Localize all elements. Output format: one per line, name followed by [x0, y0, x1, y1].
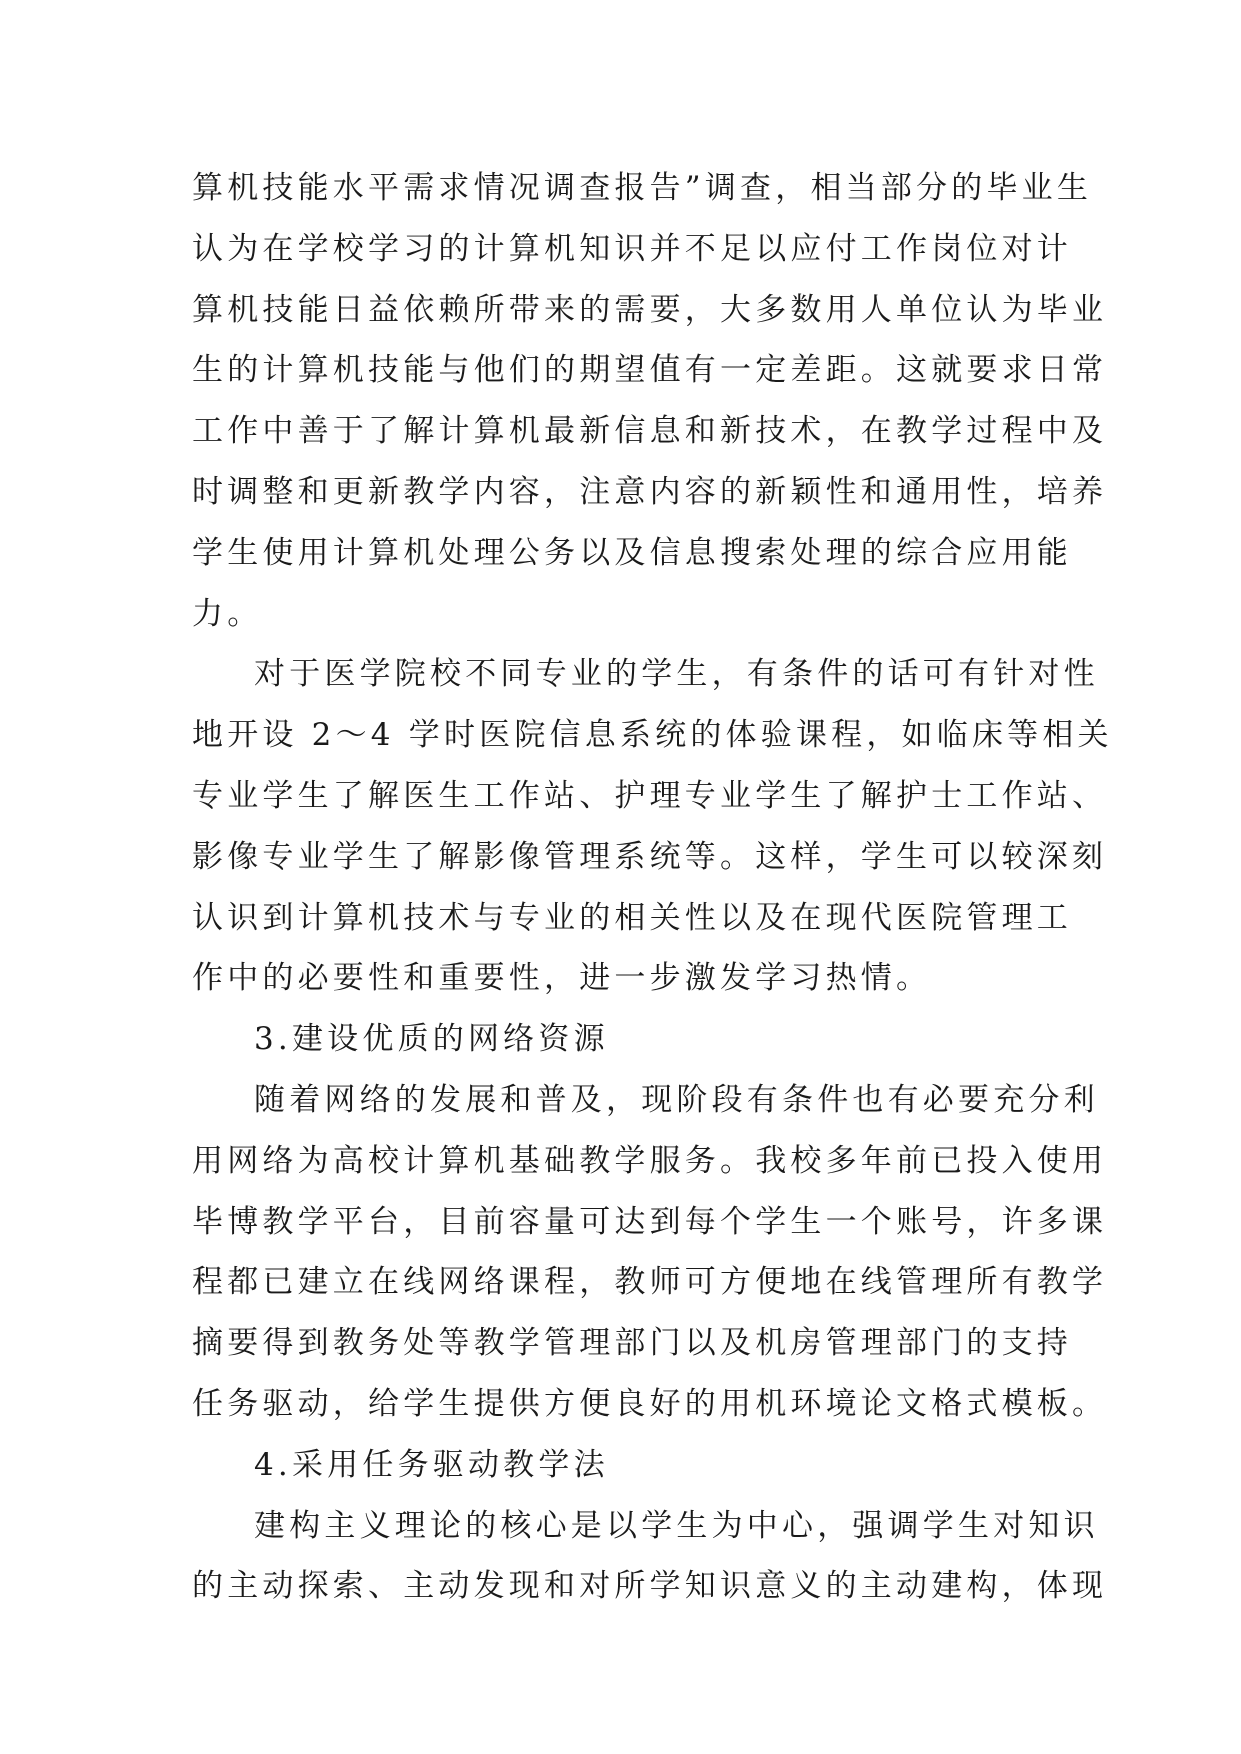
text-line: 毕博教学平台，目前容量可达到每个学生一个账号，许多课 [192, 1203, 1108, 1240]
text-line: 的主动探索、主动发现和对所学知识意义的主动建构，体现 [192, 1568, 1108, 1605]
text-line: 认为在学校学习的计算机知识并不足以应付工作岗位对计 [192, 230, 1072, 267]
text-line: 认识到计算机技术与专业的相关性以及在现代医院管理工 [192, 899, 1072, 936]
text-line: 专业学生了解医生工作站、护理专业学生了解护士工作站、 [192, 777, 1108, 814]
text-line: 影像专业学生了解影像管理系统等。这样，学生可以较深刻 [192, 838, 1108, 875]
text-line: 生的计算机技能与他们的期望值有一定差距。这就要求日常 [192, 352, 1108, 389]
text-line: 摘要得到教务处等教学管理部门以及机房管理部门的支持 [192, 1325, 1072, 1362]
text-line: 算机技能水平需求情况调查报告”调查，相当部分的毕业生 [192, 170, 1093, 206]
text-line: 对于医学院校不同专业的学生，有条件的话可有针对性 [254, 656, 1099, 693]
text-line: 作中的必要性和重要性，进一步激发学习热情。 [192, 960, 932, 997]
section-heading: 3.建设优质的网络资源 [254, 1021, 609, 1058]
section-heading: 4.采用任务驱动教学法 [254, 1446, 609, 1483]
text-line: 时调整和更新教学内容，注意内容的新颖性和通用性，培养 [192, 473, 1108, 510]
text-line: 程都已建立在线网络课程，教师可方便地在线管理所有教学 [192, 1264, 1108, 1301]
text-line: 力。 [192, 595, 263, 632]
text-line: 工作中善于了解计算机最新信息和新技术，在教学过程中及 [192, 413, 1108, 450]
text-line: 算机技能日益依赖所带来的需要，大多数用人单位认为毕业 [192, 291, 1108, 328]
text-line: 任务驱动，给学生提供方便良好的用机环境论文格式模板。 [192, 1385, 1108, 1422]
text-line: 建构主义理论的核心是以学生为中心，强调学生对知识 [254, 1507, 1099, 1544]
text-line: 随着网络的发展和普及，现阶段有条件也有必要充分利 [254, 1081, 1099, 1118]
text-line: 学生使用计算机处理公务以及信息搜索处理的综合应用能 [192, 534, 1072, 571]
body-text [192, 158, 1113, 1617]
text-line: 用网络为高校计算机基础教学服务。我校多年前已投入使用 [192, 1142, 1108, 1179]
text-line: 地开设 2～4 学时医院信息系统的体验课程，如临床等相关 [192, 717, 1113, 754]
